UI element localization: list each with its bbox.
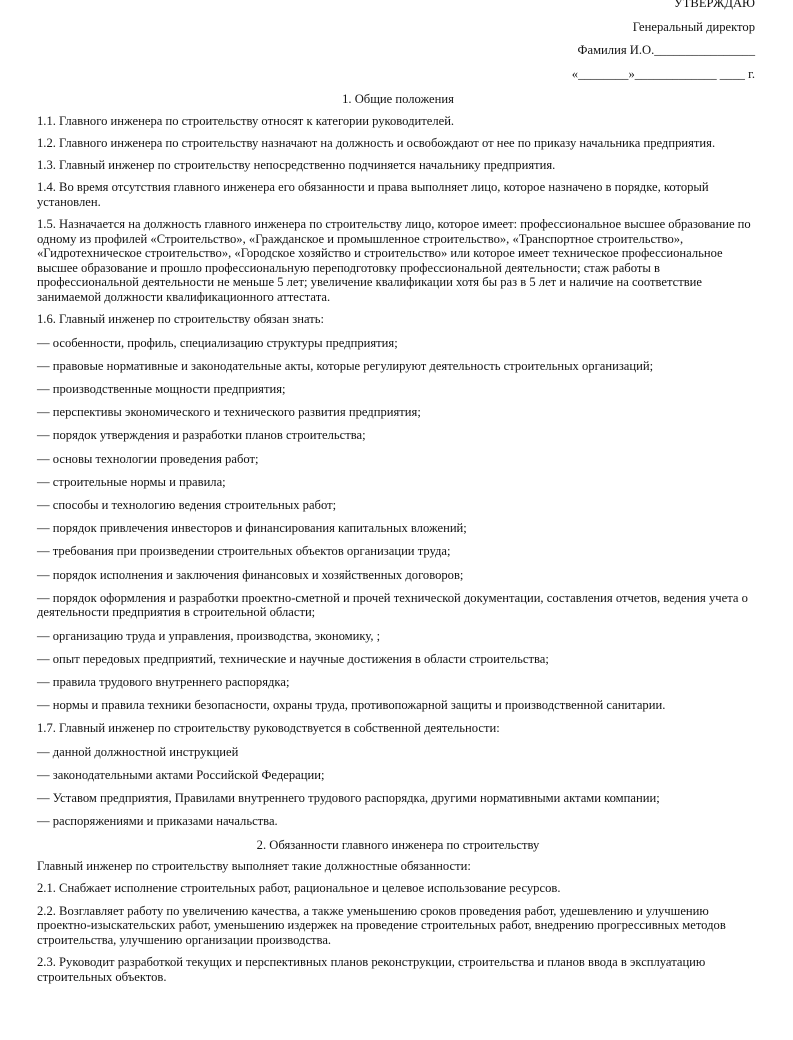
list-item: — законодательными актами Российской Федерации; [37, 768, 325, 783]
section-2-intro: Главный инженер по строительству выполняет такие должностные обязанности: [37, 859, 471, 874]
list-item: — строительные нормы и правила; [37, 474, 226, 489]
list-item: — производственные мощности предприятия; [37, 382, 286, 397]
paragraph-1-5: 1.5. Назначается на должность главного инженера по строительству лицо, которое имеет: профессиональное высшее образование по одному из профилей «Строительство», «Гражданское и промышленное строительство», «Транспортное строительство», «Гидротехническое строительство», «Городское хозяйство и строительство» или которое имеет техническое профессиональное высшее образование и прошло профессиональную переподготовку профессиональной деятельности; стаж работы в профессиональной деятельности не меньше 5 лет; увеличение квалификации хотя бы раз в 5 лет и наличие на соответствие занимаемой должности квалификационного аттестата. [37, 216, 751, 304]
paragraph-2-1: 2.1. Снабжает исполнение строительных работ, рациональное и целевое использование ресурсов. [37, 881, 561, 896]
list-item: — Уставом предприятия, Правилами внутреннего трудового распорядка, другими нормативными актами компании; [37, 791, 660, 806]
approval-position: Генеральный директор [632, 19, 755, 34]
list-item: — организацию труда и управления, производства, экономику, ; [37, 628, 381, 643]
list-item: — опыт передовых предприятий, технические и научные достижения в области строительства; [37, 651, 549, 666]
list-item: — порядок оформления и разработки проектно-сметной и прочей технической документации, составления отчетов, ведения учета о деятельности предприятия в строительной области; [37, 590, 748, 620]
approval-name-line: Фамилия И.О.________________ [577, 43, 755, 57]
knowledge-list [37, 336, 759, 713]
document-body [37, 92, 759, 992]
list-item: — особенности, профиль, специализацию структуры предприятия; [37, 335, 398, 350]
list-item: — способы и технологию ведения строительных работ; [37, 498, 337, 512]
section-2-heading: 2. Обязанности главного инженера по строительству [256, 837, 540, 852]
paragraph-1-4: 1.4. Во время отсутствия главного инженера его обязанности и права выполняет лицо, которое назначено в порядке, который установлен. [37, 180, 709, 209]
paragraph-1-3: 1.3. Главный инженер по строительству непосредственно подчиняется начальнику предприятия. [37, 157, 556, 172]
list-item: — порядок исполнения и заключения финансовых и хозяйственных договоров; [37, 567, 464, 582]
paragraph-1-6: 1.6. Главный инженер по строительству обязан знать: [37, 312, 324, 327]
paragraph-2-2: 2.2. Возглавляет работу по увеличению качества, а также уменьшению сроков проведения работ, удешевлению и улучшению проектно-изыскательских работ, уменьшению издержек на проведение строительных работ, внедрению прогрессивных методов строительства, улучшению организации производства. [37, 903, 726, 947]
approval-date-line: «________»_____________ ____ г. [571, 66, 755, 81]
paragraph-1-2: 1.2. Главного инженера по строительству назначают на должность и освобождают от нее по приказу начальника предприятия. [37, 135, 716, 150]
list-item: — нормы и правила техники безопасности, охраны труда, противопожарной защиты и производственной санитарии. [37, 698, 666, 713]
list-item: — данной должностной инструкцией [37, 744, 239, 759]
list-item: — основы технологии проведения работ; [37, 451, 259, 466]
list-item: — порядок утверждения и разработки планов строительства; [37, 428, 366, 443]
list-item: — требования при произведении строительных объектов организации труда; [37, 544, 451, 559]
list-item: — распоряжениями и приказами начальства. [37, 814, 278, 829]
list-item: — правовые нормативные и законодательные акты, которые регулируют деятельность строительных организаций; [37, 358, 654, 373]
list-item: — правила трудового внутреннего распорядка; [37, 674, 290, 689]
list-item: — порядок привлечения инвесторов и финансирования капитальных вложений; [37, 521, 467, 536]
paragraph-1-1: 1.1. Главного инженера по строительству относят к категории руководителей. [37, 113, 455, 128]
list-item: — перспективы экономического и технического развития предприятия; [37, 405, 421, 420]
approval-block [572, 0, 755, 90]
approval-title: УТВЕРЖДАЮ [673, 0, 755, 10]
guidance-list [37, 745, 759, 829]
paragraph-2-3: 2.3. Руководит разработкой текущих и перспективных планов реконструкции, строительства и планов ввода в эксплуатацию строительных объектов. [37, 954, 706, 984]
section-1-heading: 1. Общие положения [342, 92, 454, 106]
paragraph-1-7: 1.7. Главный инженер по строительству руководствуется в собственной деятельности: [37, 721, 500, 736]
